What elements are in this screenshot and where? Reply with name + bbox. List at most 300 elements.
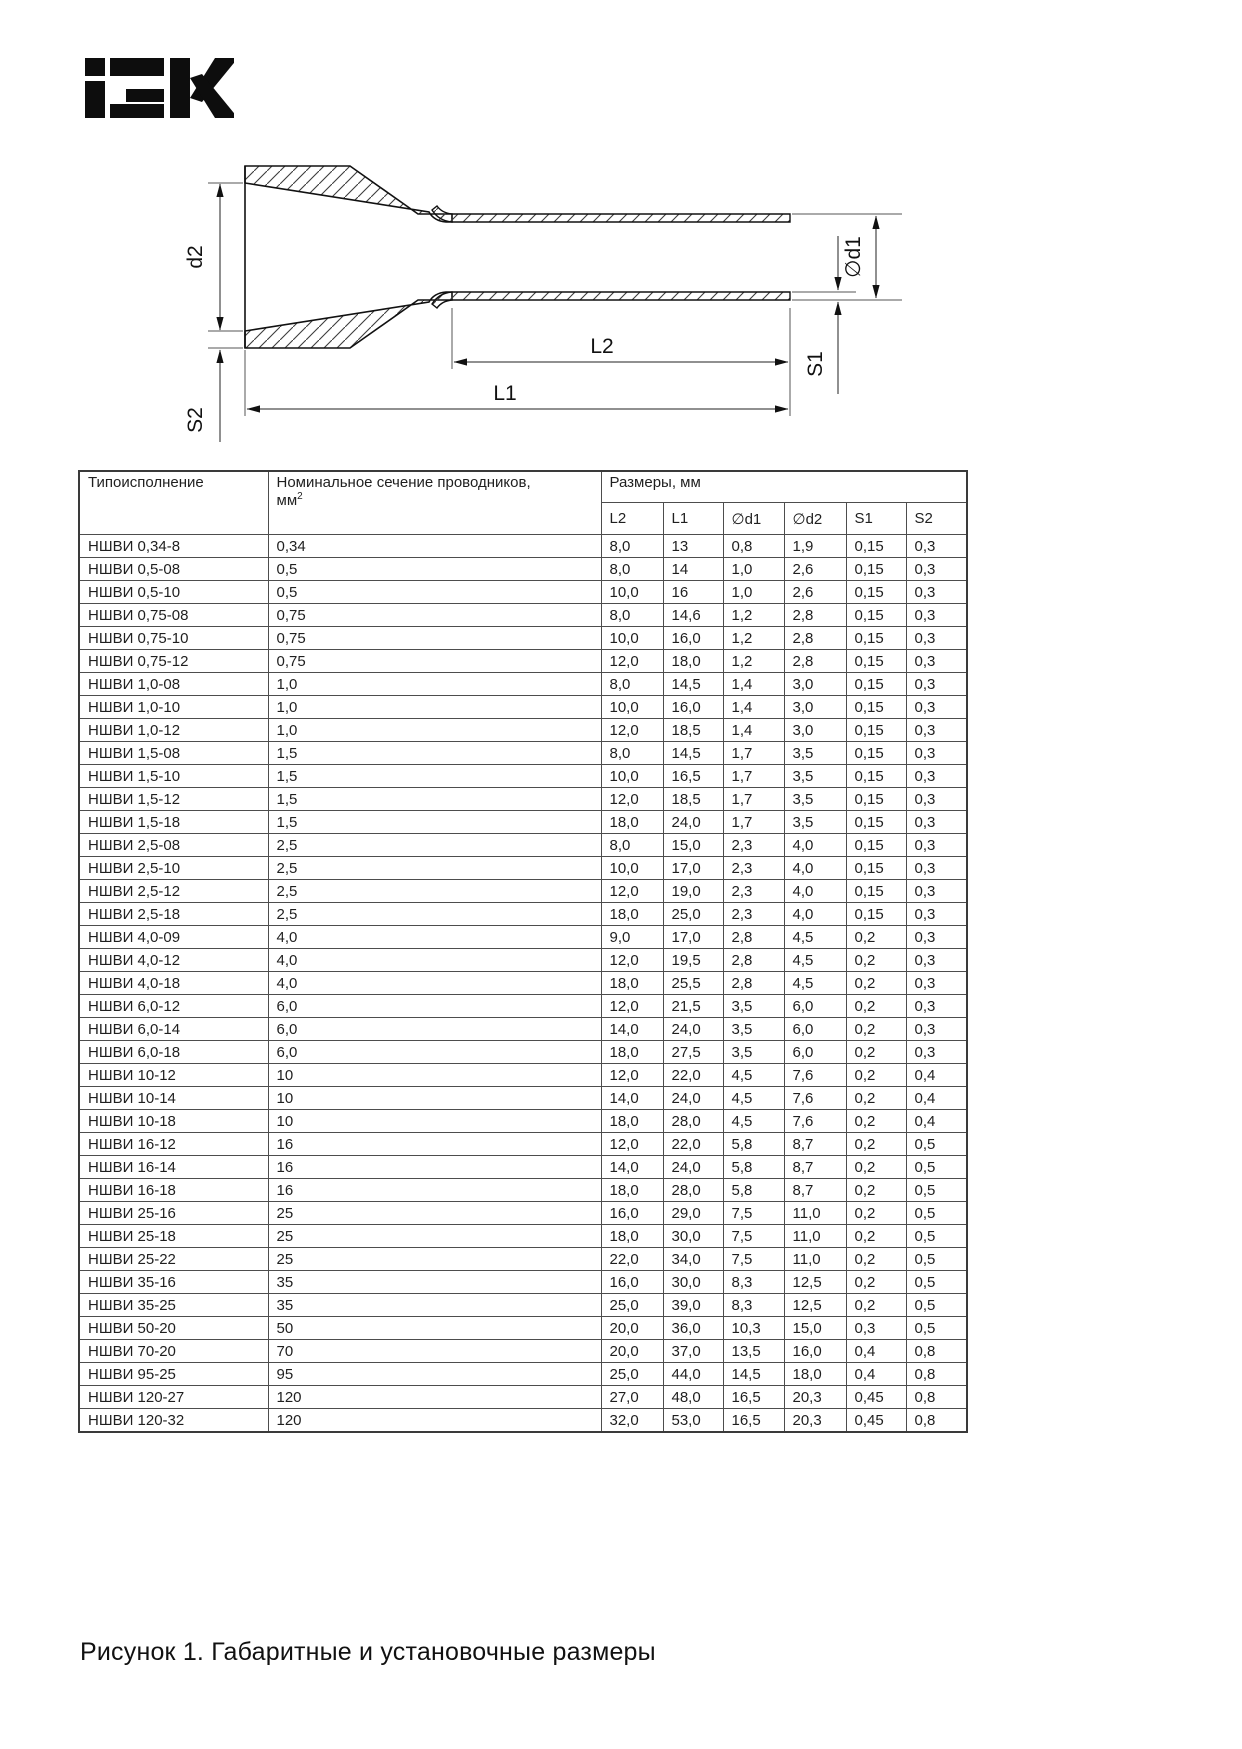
value-cell: 1,0 — [268, 673, 601, 696]
table-row — [79, 1317, 967, 1340]
value-cell: 3,5 — [784, 742, 846, 765]
type-cell: НШВИ 6,0-12 — [79, 995, 268, 1018]
value-cell: 0,4 — [846, 1340, 906, 1363]
value-cell: 1,4 — [723, 719, 784, 742]
table-row — [79, 788, 967, 811]
table-row — [79, 1225, 967, 1248]
table-row — [79, 926, 967, 949]
table-row — [79, 1156, 967, 1179]
value-cell: 3,5 — [784, 811, 846, 834]
value-cell: 1,2 — [723, 650, 784, 673]
value-cell: 0,5 — [268, 581, 601, 604]
value-cell: 3,0 — [784, 673, 846, 696]
value-cell: 4,0 — [784, 834, 846, 857]
type-cell: НШВИ 25-16 — [79, 1202, 268, 1225]
table-row — [79, 1409, 967, 1433]
s2-label: S2 — [184, 407, 207, 433]
value-cell: 2,3 — [723, 857, 784, 880]
value-cell: 0,4 — [906, 1087, 967, 1110]
value-cell: 0,2 — [846, 995, 906, 1018]
value-cell: 10,0 — [601, 765, 663, 788]
table-row — [79, 1179, 967, 1202]
value-cell: 8,7 — [784, 1179, 846, 1202]
value-cell: 27,5 — [663, 1041, 723, 1064]
type-cell: НШВИ 1,0-12 — [79, 719, 268, 742]
value-cell: 0,15 — [846, 742, 906, 765]
value-cell: 18,5 — [663, 788, 723, 811]
table-row — [79, 834, 967, 857]
value-cell: 12,0 — [601, 650, 663, 673]
table-row — [79, 811, 967, 834]
s1-label: S1 — [804, 351, 827, 377]
value-cell: 4,0 — [784, 857, 846, 880]
value-cell: 0,3 — [906, 926, 967, 949]
value-cell: 10 — [268, 1087, 601, 1110]
value-cell: 2,6 — [784, 558, 846, 581]
value-cell: 25 — [268, 1248, 601, 1271]
header-row-1 — [79, 471, 967, 503]
value-cell: 2,8 — [784, 604, 846, 627]
value-cell: 24,0 — [663, 1087, 723, 1110]
value-cell: 15,0 — [663, 834, 723, 857]
table-row — [79, 1363, 967, 1386]
value-cell: 0,5 — [268, 558, 601, 581]
value-cell: 7,6 — [784, 1087, 846, 1110]
table-row — [79, 604, 967, 627]
collar-top-wall — [245, 166, 452, 222]
value-cell: 1,0 — [268, 719, 601, 742]
value-cell: 1,5 — [268, 788, 601, 811]
value-cell: 0,3 — [906, 673, 967, 696]
table-row — [79, 581, 967, 604]
table-row — [79, 1087, 967, 1110]
value-cell: 18,0 — [601, 1179, 663, 1202]
type-cell: НШВИ 1,0-08 — [79, 673, 268, 696]
value-cell: 12,0 — [601, 1133, 663, 1156]
value-cell: 0,3 — [906, 857, 967, 880]
value-cell: 0,75 — [268, 650, 601, 673]
dim-header-3: ∅d2 — [784, 503, 846, 535]
value-cell: 0,3 — [906, 535, 967, 558]
logo-i-bar — [85, 81, 105, 118]
value-cell: 18,0 — [601, 903, 663, 926]
value-cell: 0,5 — [906, 1156, 967, 1179]
value-cell: 9,0 — [601, 926, 663, 949]
value-cell: 7,5 — [723, 1202, 784, 1225]
value-cell: 18,0 — [601, 1225, 663, 1248]
value-cell: 24,0 — [663, 811, 723, 834]
value-cell: 48,0 — [663, 1386, 723, 1409]
value-cell: 7,5 — [723, 1225, 784, 1248]
value-cell: 44,0 — [663, 1363, 723, 1386]
value-cell: 8,0 — [601, 834, 663, 857]
value-cell: 1,2 — [723, 627, 784, 650]
type-cell: НШВИ 1,5-10 — [79, 765, 268, 788]
value-cell: 32,0 — [601, 1409, 663, 1433]
value-cell: 1,0 — [723, 558, 784, 581]
collar-bottom-wall — [245, 292, 452, 348]
value-cell: 1,4 — [723, 673, 784, 696]
value-cell: 0,2 — [846, 1248, 906, 1271]
value-cell: 0,3 — [906, 719, 967, 742]
value-cell: 12,0 — [601, 1064, 663, 1087]
type-cell: НШВИ 50-20 — [79, 1317, 268, 1340]
value-cell: 4,0 — [268, 972, 601, 995]
value-cell: 0,2 — [846, 1271, 906, 1294]
value-cell: 0,4 — [906, 1110, 967, 1133]
value-cell: 28,0 — [663, 1110, 723, 1133]
type-cell: НШВИ 1,0-10 — [79, 696, 268, 719]
type-cell: НШВИ 70-20 — [79, 1340, 268, 1363]
value-cell: 0,3 — [906, 765, 967, 788]
value-cell: 0,3 — [906, 880, 967, 903]
value-cell: 24,0 — [663, 1018, 723, 1041]
value-cell: 0,15 — [846, 673, 906, 696]
value-cell: 18,0 — [601, 1110, 663, 1133]
value-cell: 0,15 — [846, 696, 906, 719]
value-cell: 10,0 — [601, 581, 663, 604]
value-cell: 16,0 — [784, 1340, 846, 1363]
value-cell: 6,0 — [784, 1018, 846, 1041]
value-cell: 14,5 — [663, 742, 723, 765]
value-cell: 0,2 — [846, 1202, 906, 1225]
value-cell: 16,5 — [663, 765, 723, 788]
value-cell: 16,0 — [663, 627, 723, 650]
dim-header-2: ∅d1 — [723, 503, 784, 535]
value-cell: 1,5 — [268, 742, 601, 765]
dim-header-0: L2 — [601, 503, 663, 535]
value-cell: 12,0 — [601, 719, 663, 742]
value-cell: 6,0 — [784, 995, 846, 1018]
value-cell: 14 — [663, 558, 723, 581]
value-cell: 25,0 — [601, 1363, 663, 1386]
value-cell: 0,15 — [846, 581, 906, 604]
tube-top-wall — [432, 206, 790, 222]
value-cell: 0,3 — [906, 972, 967, 995]
type-cell: НШВИ 35-16 — [79, 1271, 268, 1294]
dimensions-table — [78, 470, 968, 1433]
value-cell: 27,0 — [601, 1386, 663, 1409]
value-cell: 14,0 — [601, 1156, 663, 1179]
value-cell: 0,8 — [906, 1363, 967, 1386]
value-cell: 0,2 — [846, 949, 906, 972]
value-cell: 0,5 — [906, 1225, 967, 1248]
value-cell: 0,5 — [906, 1271, 967, 1294]
type-cell: НШВИ 10-12 — [79, 1064, 268, 1087]
value-cell: 2,8 — [723, 926, 784, 949]
value-cell: 18,5 — [663, 719, 723, 742]
value-cell: 10,0 — [601, 857, 663, 880]
type-cell: НШВИ 2,5-12 — [79, 880, 268, 903]
value-cell: 20,3 — [784, 1386, 846, 1409]
value-cell: 0,2 — [846, 1087, 906, 1110]
value-cell: 10,0 — [601, 696, 663, 719]
value-cell: 18,0 — [784, 1363, 846, 1386]
value-cell: 16,5 — [723, 1386, 784, 1409]
logo-i-dot — [85, 58, 105, 76]
ferrule-dimension-drawing — [150, 132, 950, 467]
value-cell: 0,2 — [846, 1064, 906, 1087]
value-cell: 4,5 — [723, 1064, 784, 1087]
value-cell: 0,2 — [846, 1156, 906, 1179]
value-cell: 14,5 — [723, 1363, 784, 1386]
type-cell: НШВИ 10-14 — [79, 1087, 268, 1110]
type-cell: НШВИ 1,5-12 — [79, 788, 268, 811]
value-cell: 28,0 — [663, 1179, 723, 1202]
value-cell: 19,5 — [663, 949, 723, 972]
value-cell: 0,2 — [846, 1225, 906, 1248]
table-row — [79, 719, 967, 742]
value-cell: 3,5 — [723, 1041, 784, 1064]
value-cell: 0,4 — [906, 1064, 967, 1087]
value-cell: 10,3 — [723, 1317, 784, 1340]
value-cell: 0,2 — [846, 926, 906, 949]
value-cell: 16 — [268, 1133, 601, 1156]
value-cell: 5,8 — [723, 1156, 784, 1179]
table-row — [79, 673, 967, 696]
value-cell: 95 — [268, 1363, 601, 1386]
value-cell: 4,0 — [784, 880, 846, 903]
type-cell: НШВИ 1,5-08 — [79, 742, 268, 765]
value-cell: 0,2 — [846, 1294, 906, 1317]
value-cell: 12,0 — [601, 880, 663, 903]
type-cell: НШВИ 120-32 — [79, 1409, 268, 1433]
value-cell: 0,15 — [846, 880, 906, 903]
section-header-unit: мм — [276, 492, 298, 509]
value-cell: 18,0 — [663, 650, 723, 673]
table-row — [79, 949, 967, 972]
value-cell: 0,5 — [906, 1133, 967, 1156]
logo-e-mid — [126, 89, 164, 102]
value-cell: 12,5 — [784, 1294, 846, 1317]
value-cell: 22,0 — [663, 1064, 723, 1087]
value-cell: 0,15 — [846, 604, 906, 627]
value-cell: 4,5 — [723, 1110, 784, 1133]
type-cell: НШВИ 0,34-8 — [79, 535, 268, 558]
table-row — [79, 1041, 967, 1064]
value-cell: 2,8 — [784, 627, 846, 650]
table-row — [79, 1018, 967, 1041]
logo-k-bar — [170, 58, 190, 118]
type-cell: НШВИ 16-18 — [79, 1179, 268, 1202]
value-cell: 1,7 — [723, 765, 784, 788]
value-cell: 6,0 — [268, 1041, 601, 1064]
type-cell: НШВИ 6,0-18 — [79, 1041, 268, 1064]
table-row — [79, 903, 967, 926]
figure-caption: Рисунок 1. Габаритные и установочные размеры — [80, 1638, 656, 1666]
table-row — [79, 1248, 967, 1271]
dim-header-1: L1 — [663, 503, 723, 535]
value-cell: 17,0 — [663, 926, 723, 949]
value-cell: 0,15 — [846, 627, 906, 650]
type-cell: НШВИ 0,5-10 — [79, 581, 268, 604]
table-row — [79, 1133, 967, 1156]
value-cell: 11,0 — [784, 1202, 846, 1225]
dim-header-4: S1 — [846, 503, 906, 535]
value-cell: 16 — [268, 1179, 601, 1202]
value-cell: 0,8 — [906, 1386, 967, 1409]
value-cell: 0,3 — [906, 742, 967, 765]
table-row — [79, 696, 967, 719]
value-cell: 18,0 — [601, 811, 663, 834]
table-row — [79, 1294, 967, 1317]
value-cell: 14,6 — [663, 604, 723, 627]
table-row — [79, 1386, 967, 1409]
value-cell: 20,0 — [601, 1340, 663, 1363]
value-cell: 4,0 — [784, 903, 846, 926]
value-cell: 29,0 — [663, 1202, 723, 1225]
table-row — [79, 1340, 967, 1363]
value-cell: 11,0 — [784, 1225, 846, 1248]
type-cell: НШВИ 35-25 — [79, 1294, 268, 1317]
value-cell: 3,0 — [784, 719, 846, 742]
value-cell: 8,3 — [723, 1271, 784, 1294]
type-cell: НШВИ 2,5-10 — [79, 857, 268, 880]
value-cell: 1,2 — [723, 604, 784, 627]
value-cell: 13 — [663, 535, 723, 558]
value-cell: 0,3 — [906, 1041, 967, 1064]
value-cell: 1,7 — [723, 788, 784, 811]
value-cell: 4,5 — [784, 949, 846, 972]
value-cell: 0,3 — [906, 604, 967, 627]
value-cell: 0,3 — [846, 1317, 906, 1340]
type-cell: НШВИ 16-12 — [79, 1133, 268, 1156]
value-cell: 0,2 — [846, 972, 906, 995]
value-cell: 8,0 — [601, 742, 663, 765]
value-cell: 2,5 — [268, 857, 601, 880]
value-cell: 2,5 — [268, 903, 601, 926]
value-cell: 3,0 — [784, 696, 846, 719]
value-cell: 6,0 — [784, 1041, 846, 1064]
value-cell: 0,5 — [906, 1179, 967, 1202]
value-cell: 4,5 — [784, 972, 846, 995]
type-cell: НШВИ 6,0-14 — [79, 1018, 268, 1041]
value-cell: 22,0 — [601, 1248, 663, 1271]
value-cell: 34,0 — [663, 1248, 723, 1271]
value-cell: 7,6 — [784, 1064, 846, 1087]
value-cell: 14,0 — [601, 1087, 663, 1110]
logo-e-top — [110, 58, 164, 76]
value-cell: 0,5 — [906, 1202, 967, 1225]
iek-logo — [84, 56, 234, 120]
type-cell: НШВИ 1,5-18 — [79, 811, 268, 834]
value-cell: 25,0 — [601, 1294, 663, 1317]
value-cell: 0,3 — [906, 627, 967, 650]
value-cell: 0,15 — [846, 558, 906, 581]
value-cell: 35 — [268, 1271, 601, 1294]
value-cell: 120 — [268, 1386, 601, 1409]
table-row — [79, 1271, 967, 1294]
value-cell: 8,0 — [601, 535, 663, 558]
value-cell: 50 — [268, 1317, 601, 1340]
value-cell: 2,5 — [268, 880, 601, 903]
section-header-sup: 2 — [297, 491, 303, 502]
value-cell: 1,0 — [723, 581, 784, 604]
value-cell: 18,0 — [601, 972, 663, 995]
value-cell: 0,15 — [846, 834, 906, 857]
value-cell: 0,15 — [846, 719, 906, 742]
value-cell: 36,0 — [663, 1317, 723, 1340]
value-cell: 0,2 — [846, 1179, 906, 1202]
value-cell: 30,0 — [663, 1225, 723, 1248]
type-cell: НШВИ 25-18 — [79, 1225, 268, 1248]
value-cell: 0,15 — [846, 765, 906, 788]
value-cell: 2,3 — [723, 880, 784, 903]
value-cell: 0,45 — [846, 1386, 906, 1409]
col-header-section — [268, 471, 601, 535]
value-cell: 37,0 — [663, 1340, 723, 1363]
value-cell: 0,5 — [906, 1317, 967, 1340]
value-cell: 16,5 — [723, 1409, 784, 1433]
value-cell: 14,0 — [601, 1018, 663, 1041]
value-cell: 20,0 — [601, 1317, 663, 1340]
value-cell: 6,0 — [268, 1018, 601, 1041]
value-cell: 0,2 — [846, 1018, 906, 1041]
table-row — [79, 627, 967, 650]
value-cell: 4,0 — [268, 949, 601, 972]
value-cell: 12,0 — [601, 949, 663, 972]
value-cell: 21,5 — [663, 995, 723, 1018]
value-cell: 25 — [268, 1202, 601, 1225]
type-cell: НШВИ 0,5-08 — [79, 558, 268, 581]
value-cell: 0,8 — [906, 1409, 967, 1433]
value-cell: 19,0 — [663, 880, 723, 903]
value-cell: 0,3 — [906, 1018, 967, 1041]
value-cell: 53,0 — [663, 1409, 723, 1433]
value-cell: 10,0 — [601, 627, 663, 650]
value-cell: 0,4 — [846, 1363, 906, 1386]
table-row — [79, 650, 967, 673]
value-cell: 0,15 — [846, 811, 906, 834]
value-cell: 8,0 — [601, 673, 663, 696]
value-cell: 16,0 — [663, 696, 723, 719]
type-cell: НШВИ 2,5-18 — [79, 903, 268, 926]
value-cell: 35 — [268, 1294, 601, 1317]
value-cell: 10 — [268, 1110, 601, 1133]
type-cell: НШВИ 120-27 — [79, 1386, 268, 1409]
logo-e-bottom — [110, 104, 164, 118]
section-header-line1: Номинальное сечение проводников, — [276, 474, 531, 491]
type-cell: НШВИ 4,0-18 — [79, 972, 268, 995]
value-cell: 25,0 — [663, 903, 723, 926]
value-cell: 7,6 — [784, 1110, 846, 1133]
value-cell: 24,0 — [663, 1156, 723, 1179]
type-cell: НШВИ 0,75-08 — [79, 604, 268, 627]
value-cell: 2,8 — [723, 972, 784, 995]
table-row — [79, 972, 967, 995]
value-cell: 39,0 — [663, 1294, 723, 1317]
value-cell: 12,5 — [784, 1271, 846, 1294]
value-cell: 1,4 — [723, 696, 784, 719]
type-cell: НШВИ 4,0-09 — [79, 926, 268, 949]
value-cell: 4,5 — [784, 926, 846, 949]
value-cell: 2,6 — [784, 581, 846, 604]
col-header-dimensions-group: Размеры, мм — [601, 471, 967, 503]
value-cell: 14,5 — [663, 673, 723, 696]
value-cell: 2,8 — [723, 949, 784, 972]
value-cell: 0,34 — [268, 535, 601, 558]
value-cell: 0,75 — [268, 604, 601, 627]
value-cell: 70 — [268, 1340, 601, 1363]
type-cell: НШВИ 0,75-12 — [79, 650, 268, 673]
value-cell: 3,5 — [784, 788, 846, 811]
value-cell: 0,15 — [846, 788, 906, 811]
value-cell: 0,15 — [846, 650, 906, 673]
value-cell: 12,0 — [601, 788, 663, 811]
value-cell: 4,5 — [723, 1087, 784, 1110]
value-cell: 0,15 — [846, 535, 906, 558]
dim-header-5: S2 — [906, 503, 967, 535]
